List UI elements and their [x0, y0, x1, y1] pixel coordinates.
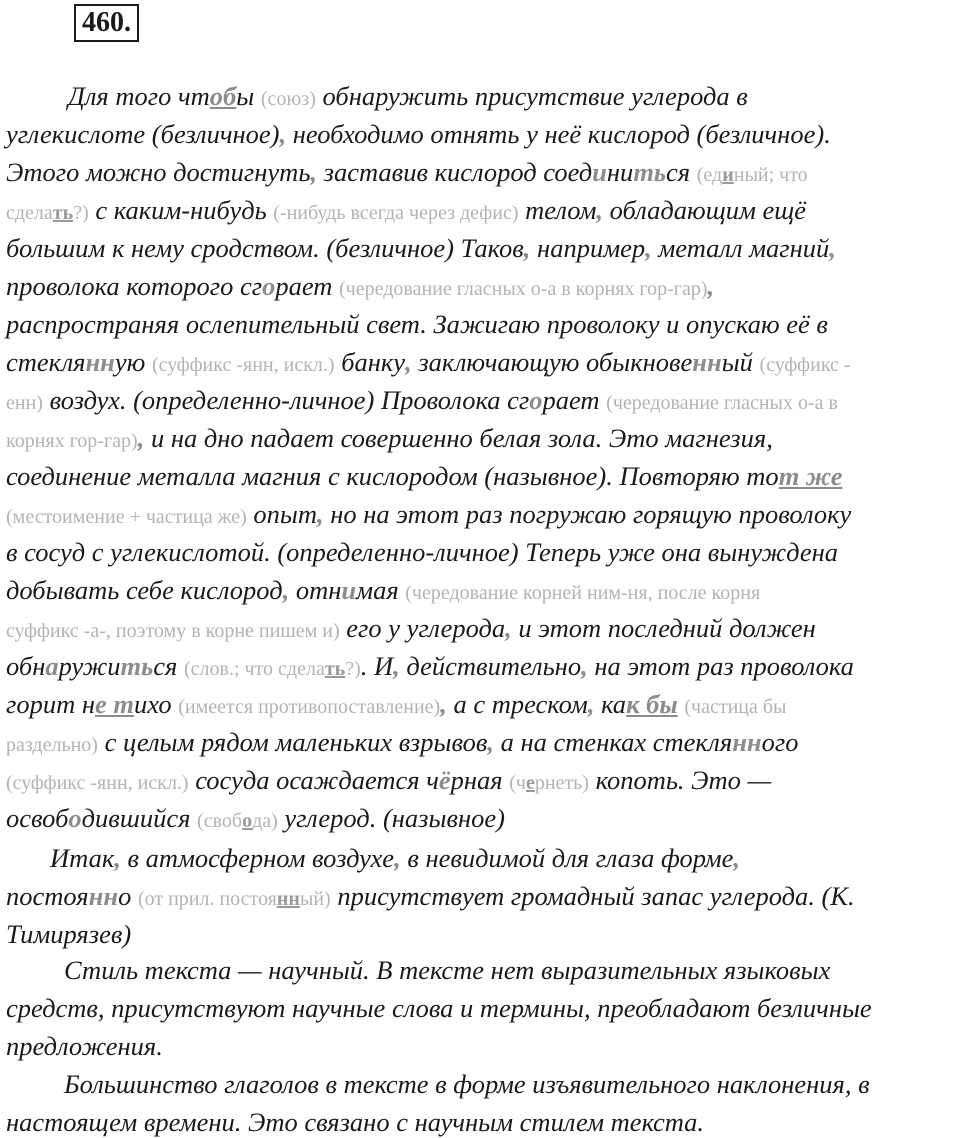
punctuation-mark: ,: [317, 499, 324, 529]
text-line: [6, 346, 960, 381]
punctuation-mark: ,: [645, 233, 652, 263]
text-segment: отн: [289, 575, 342, 605]
text-segment: заставив кислород соед: [317, 157, 593, 187]
text-segment: ся: [666, 157, 697, 187]
grammar-note: (суффикс -янн, искл.): [6, 772, 189, 794]
punctuation-mark: ,: [282, 575, 290, 605]
text-segment: его у углерода: [339, 613, 506, 643]
grammar-note-underlined: и: [722, 164, 734, 186]
text-segment: обладающим ещё: [603, 195, 807, 225]
grammar-note: (чередование гласных о-а в: [606, 392, 838, 414]
text-line: [6, 650, 960, 685]
text-segment: банку: [334, 347, 406, 377]
grammar-note: корнях гор-гар): [6, 430, 138, 452]
text-line: [6, 270, 960, 305]
text-segment: настоящем времени. Это связано с научным стилем текста.: [6, 1107, 705, 1137]
grammar-note: (суффикс -янн, искл.): [151, 354, 335, 376]
highlighted-letters: нн: [732, 727, 762, 757]
text-segment: мая: [356, 575, 406, 605]
text-segment: Стиль текста — научный. В тексте нет выразительных языковых: [64, 955, 831, 985]
text-segment: а с треском: [446, 689, 588, 719]
grammar-note: ?): [73, 202, 89, 224]
text-segment: большим к нему сродством. (безличное) Таков: [6, 233, 524, 263]
text-segment: углерод. (назывное): [277, 803, 505, 833]
text-segment: обн: [6, 651, 46, 681]
punctuation-mark: ,: [707, 271, 715, 301]
text-segment: обнаружить присутствие углерода в: [315, 81, 748, 111]
text-segment: ся: [153, 651, 184, 681]
text-segment: распространяя ослепительный свет. Зажигаю проволоку и опускаю её в: [6, 309, 828, 339]
punctuation-mark: ,: [114, 843, 121, 873]
punctuation-mark: ,: [393, 651, 400, 681]
text-segment: а на стенках стекля: [494, 727, 733, 757]
text-segment: сосуда осаждается ч: [188, 765, 439, 795]
text-segment: Большинство глаголов в тексте в форме изъявительного наклонения, в: [64, 1069, 870, 1099]
punctuation-mark: ,: [523, 233, 531, 263]
grammar-note: суффикс -а-, поэтому в корне пишем и): [6, 620, 340, 642]
text-segment: телом: [518, 195, 597, 225]
text-line: [68, 80, 960, 115]
text-segment: предложения.: [6, 1031, 163, 1061]
text-segment: проволока которого сг: [6, 271, 263, 301]
text-segment: ы: [236, 81, 261, 111]
grammar-note-underlined: о: [242, 810, 253, 832]
punctuation-mark: ,: [581, 651, 588, 681]
punctuation-mark: ,: [440, 689, 447, 719]
text-segment: дившийся: [81, 803, 198, 833]
text-segment: Для того чт: [68, 81, 210, 111]
text-segment: о: [118, 881, 138, 911]
text-segment: металл магний: [651, 233, 830, 263]
grammar-note: (-нибудь всегда через дефис): [273, 202, 519, 224]
text-segment: постоя: [6, 881, 89, 911]
text-line: [50, 842, 960, 874]
text-segment: на этот раз проволока: [587, 651, 854, 681]
punctuation-mark: ,: [405, 347, 412, 377]
text-line: [64, 954, 960, 986]
highlighted-letters: ть: [120, 651, 154, 681]
text-segment: например: [530, 233, 646, 263]
text-segment: средств, присутствуют научные слова и термины, преобладают безличные: [6, 993, 872, 1023]
punctuation-mark: ,: [310, 157, 317, 187]
grammar-note: (союз): [260, 88, 316, 110]
text-segment: добывать себе кислород: [6, 575, 283, 605]
text-segment: в атмосферном воздухе: [120, 843, 395, 873]
grammar-note-underlined: ть: [324, 658, 346, 680]
text-segment: горит н: [6, 689, 95, 719]
grammar-note: (имеется противопоставление): [178, 696, 441, 718]
text-segment: воздух. (определенно-личное) Проволока сг: [42, 385, 530, 415]
text-line: [6, 460, 960, 492]
grammar-note: ?): [345, 658, 361, 680]
highlighted-letters: нн: [88, 881, 119, 911]
text-segment: . И: [360, 651, 394, 681]
grammar-note: (местоимение + частица же): [6, 506, 247, 528]
grammar-note: да): [252, 810, 278, 832]
text-segment: опыт: [246, 499, 317, 529]
grammar-note: раздельно): [6, 734, 98, 756]
punctuation-mark: ,: [596, 195, 604, 225]
grammar-note: (чередование корней ним-ня, после корня: [405, 582, 761, 604]
text-segment: присутствует громадный запас углерода. (К.: [330, 881, 855, 911]
text-segment: ка: [594, 689, 627, 719]
highlighted-letters: нн: [692, 347, 722, 377]
grammar-note: (ед: [696, 164, 723, 186]
text-line: [6, 536, 960, 568]
highlighted-letters: а: [45, 651, 59, 681]
grammar-note: (ч: [509, 772, 526, 794]
text-segment: ую: [114, 347, 152, 377]
punctuation-mark: ,: [279, 119, 287, 149]
grammar-note: рнеть): [534, 772, 589, 794]
text-segment: и на дно падает совершенно белая зола. Это магнезия,: [144, 423, 773, 453]
underlined-letters: т же: [778, 461, 843, 491]
highlighted-letters: и: [592, 157, 607, 187]
underlined-letters: об: [209, 81, 237, 111]
grammar-note: енн): [6, 392, 43, 414]
grammar-note-underlined: ть: [52, 202, 74, 224]
text-segment: но на этот раз погружаю горящую проволоку: [323, 499, 852, 529]
punctuation-mark: ,: [733, 843, 740, 873]
grammar-note: (чередование гласных о-а в корнях гор-гар): [339, 278, 708, 300]
text-line: [6, 498, 960, 533]
text-segment: ружи: [58, 651, 121, 681]
text-segment: рает: [275, 271, 340, 301]
highlighted-letters: о: [529, 385, 543, 415]
text-segment: углекислоте (безличное): [6, 119, 280, 149]
text-segment: необходимо отнять у неё кислород (безличное).: [286, 119, 831, 149]
text-segment: рная: [450, 765, 510, 795]
punctuation-mark: ,: [487, 727, 495, 757]
grammar-note: (суффикс -: [759, 354, 851, 376]
text-segment: действительно: [399, 651, 582, 681]
text-segment: Этого можно достигнуть: [6, 157, 311, 187]
text-line: [6, 764, 960, 799]
text-segment: ый: [721, 347, 760, 377]
punctuation-mark: ,: [394, 843, 401, 873]
underlined-letters: е т: [95, 689, 134, 719]
punctuation-mark: ,: [829, 233, 836, 263]
highlighted-letters: ть: [633, 157, 667, 187]
grammar-note: (своб: [197, 810, 243, 832]
text-line: [6, 802, 960, 837]
text-line: [6, 918, 960, 950]
text-line: [6, 612, 960, 647]
text-line: [6, 308, 960, 340]
text-segment: Тимирязев): [6, 919, 132, 949]
highlighted-letters: и: [341, 575, 357, 605]
text-segment: ихо: [134, 689, 179, 719]
grammar-note: (от прил. постоя: [137, 888, 277, 910]
highlighted-letters: о: [262, 271, 276, 301]
text-line: [6, 1030, 960, 1062]
highlighted-letters: нн: [85, 347, 115, 377]
exercise-number: 460.: [74, 4, 139, 42]
text-segment: с целым рядом маленьких взрывов: [97, 727, 488, 757]
text-segment: Итак: [50, 843, 115, 873]
text-segment: в сосуд с углекислотой. (определенно-личное) Теперь уже она вынуждена: [6, 537, 839, 567]
text-line: [6, 194, 960, 229]
underlined-letters: к бы: [626, 689, 678, 719]
text-line: [6, 574, 960, 609]
grammar-note-underlined: е: [525, 772, 535, 794]
text-segment: освоб: [6, 803, 69, 833]
grammar-note: (слов.; что сдела: [183, 658, 325, 680]
text-segment: с каким-нибудь: [88, 195, 274, 225]
punctuation-mark: ,: [587, 689, 595, 719]
text-segment: рает: [542, 385, 607, 415]
grammar-note: (частица бы: [684, 696, 787, 718]
text-line: [6, 880, 960, 915]
text-line: [6, 726, 960, 761]
text-line: [6, 232, 960, 264]
text-line: [6, 688, 960, 723]
grammar-note: ый): [299, 888, 331, 910]
grammar-note: сдела: [6, 202, 53, 224]
text-line: [6, 992, 960, 1024]
punctuation-mark: ,: [137, 423, 145, 453]
text-segment: стекля: [6, 347, 86, 377]
highlighted-letters: о: [68, 803, 82, 833]
text-line: [6, 384, 960, 419]
text-segment: соединение металла магния с кислородом (назывное). Повторяю то: [6, 461, 779, 491]
text-segment: в невидимой для глаза форме: [400, 843, 734, 873]
text-segment: ни: [606, 157, 634, 187]
text-line: [6, 1106, 960, 1138]
text-segment: ого: [761, 727, 799, 757]
punctuation-mark: ,: [505, 613, 512, 643]
text-segment: и этот последний должен: [511, 613, 816, 643]
text-line: [6, 156, 960, 191]
grammar-note-underlined: нн: [276, 888, 300, 910]
highlighted-letters: ё: [438, 765, 451, 795]
text-segment: заключающую обыкнове: [411, 347, 693, 377]
text-segment: копоть. Это —: [588, 765, 772, 795]
text-line: [6, 118, 960, 150]
text-line: [6, 422, 960, 457]
grammar-note: ный; что: [733, 164, 808, 186]
text-line: [64, 1068, 960, 1100]
